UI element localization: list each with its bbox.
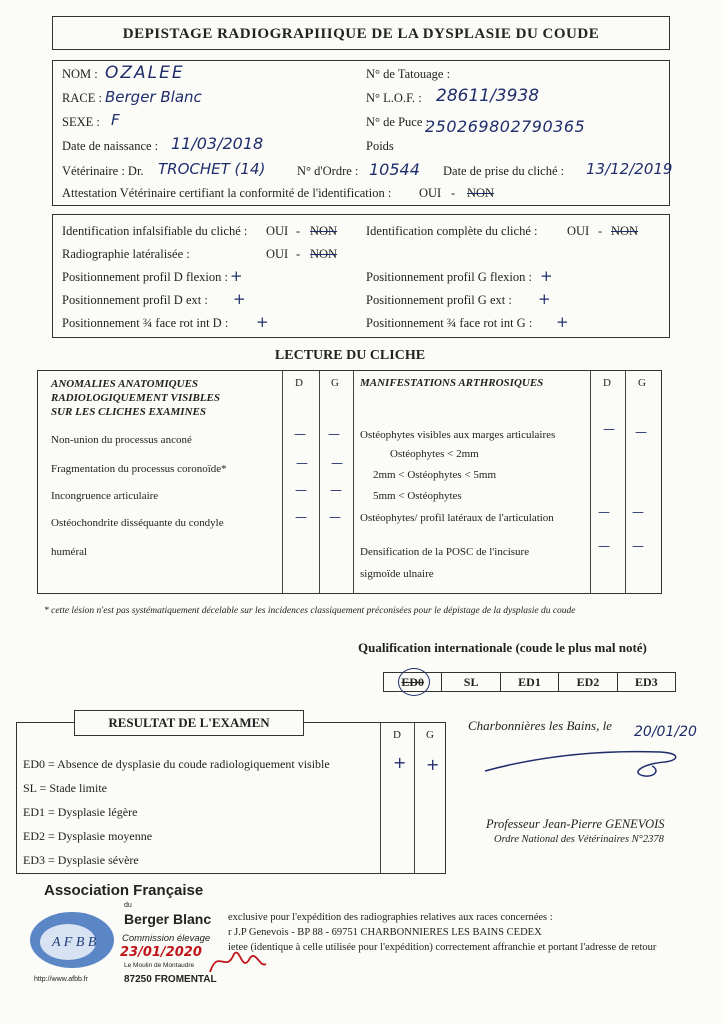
grade-ed3: ED3 — [634, 675, 658, 689]
pos-g-ext-label: Positionnement profil G ext : — [366, 293, 512, 307]
resultat-heading-box — [74, 710, 304, 736]
assoc-berger-blanc: Berger Blanc — [124, 911, 212, 927]
ident-complete-sep: - — [598, 224, 603, 238]
ident-infals-label: Identification infalsifiable du cliché : — [62, 224, 248, 238]
nom-value: OZALEE — [105, 63, 185, 83]
pos-d-face-value: + — [256, 313, 269, 331]
signature-name: Professeur Jean-Pierre GENEVOIS — [486, 817, 665, 831]
left-header-line-1: ANOMALIES ANATOMIQUES — [51, 378, 199, 390]
lateralisee-sep: - — [296, 247, 301, 261]
tatouage-label: N° de Tatouage : — [366, 67, 451, 81]
left-header-line-2: RADIOLOGIQUEMENT VISIBLES — [51, 392, 221, 404]
pos-d-ext-label: Positionnement profil D ext : — [62, 293, 208, 307]
left-row-g: — — [328, 427, 340, 441]
ident-complete-non: NON — [611, 224, 639, 238]
right-row-label: Ostéophytes < 2mm — [390, 448, 479, 460]
left-header-line-3: SUR LES CLICHES EXAMINES — [51, 406, 206, 418]
veterinaire-value: TROCHET (14) — [158, 160, 266, 178]
moulin: Le Moulin de Montaudre — [124, 962, 195, 969]
resultat-line: ED0 = Absence de dysplasie du coude radiologiquement visible — [23, 757, 330, 771]
right-row-label: 2mm < Ostéophytes < 5mm — [373, 469, 497, 481]
checks-box — [52, 214, 670, 338]
attestation-oui: OUI — [419, 186, 442, 200]
attestation-non: NON — [467, 186, 495, 200]
footer-text-2: r J.P Genevois - BP 88 - 69751 CHARBONNIERES LES BAINS CEDEX — [228, 927, 542, 938]
left-row-d: — — [295, 483, 307, 497]
resultat-d-header: D — [393, 729, 401, 741]
cliche-label: Date de prise du cliché : — [443, 164, 565, 178]
ident-complete-oui: OUI — [567, 224, 590, 238]
resultat-line: ED2 = Dysplasie moyenne — [23, 829, 153, 843]
right-row-g: — — [632, 539, 644, 553]
left-row-label: Ostéochondrite disséquante du condyle — [51, 517, 224, 529]
stamp-date: 23/01/2020 — [120, 945, 202, 960]
footer-text-1: exclusive pour l'expédition des radiographies relatives aux races concernées : — [228, 912, 553, 923]
cliche-value: 13/12/2019 — [586, 160, 673, 178]
resultat-g-header: G — [426, 729, 434, 741]
right-row-d: — — [598, 539, 610, 553]
puce-value: 250269802790365 — [425, 117, 586, 136]
lof-value: 28611/3938 — [436, 86, 540, 106]
race-value: Berger Blanc — [105, 88, 202, 106]
svg-text:A F B B: A F B B — [52, 935, 97, 950]
left-row-g: — — [331, 456, 343, 470]
left-row-g: — — [330, 483, 342, 497]
pos-d-flex-label: Positionnement profil D flexion : — [62, 270, 228, 284]
afbb-logo — [22, 902, 122, 976]
right-row-label: sigmoïde ulnaire — [360, 568, 434, 580]
resultat-heading: RESULTAT DE L'EXAMEN — [108, 715, 270, 730]
resultat-line: SL = Stade limite — [23, 781, 107, 795]
lateralisee-non: NON — [310, 247, 338, 261]
left-row-label: huméral — [51, 546, 88, 558]
right-row-label: Ostéophytes/ profil latéraux de l'articulation — [360, 512, 554, 524]
pos-g-face-value: + — [556, 313, 569, 331]
ident-complete-label: Identification complète du cliché : — [366, 224, 538, 238]
lateralisee-oui: OUI — [266, 247, 289, 261]
resultat-line: ED1 = Dysplasie légère — [23, 805, 138, 819]
document-title: DEPISTAGE RADIOGRAPIIIQUE DE LA DYSPLASIE DU COUDE — [122, 26, 600, 42]
attestation-sep: - — [451, 186, 456, 200]
ident-infals-oui: OUI — [266, 224, 289, 238]
left-row-g: — — [329, 510, 341, 524]
resultat-d-value: + — [393, 753, 407, 772]
nom-label: NOM : — [62, 67, 98, 81]
title-box — [52, 16, 670, 50]
qualification-heading: Qualification internationale (coude le plus mal noté) — [358, 640, 647, 655]
sexe-value: F — [111, 111, 120, 129]
signature-place: Charbonnières les Bains, le — [468, 718, 612, 733]
naissance-value: 11/03/2018 — [171, 134, 264, 153]
ordre-value: 10544 — [369, 160, 420, 179]
pos-d-face-label: Positionnement ¾ face rot int D : — [62, 316, 229, 330]
assoc-title: Association Française — [44, 882, 204, 899]
right-row-d: — — [603, 422, 615, 436]
left-header — [51, 377, 220, 419]
identity-box — [52, 60, 673, 206]
assoc-du: du — [124, 902, 132, 909]
resultat-box — [16, 722, 446, 874]
pos-g-flex-label: Positionnement profil G flexion : — [366, 270, 532, 284]
right-row-label: Densification de la POSC de l'incisure — [360, 546, 530, 558]
grade-sl: SL — [442, 673, 500, 691]
grade-ed1: ED1 — [501, 673, 559, 691]
sexe-label: SEXE : — [62, 115, 100, 129]
pos-g-ext-value: + — [538, 290, 551, 308]
lecture-heading: LECTURE DU CLICHE — [274, 348, 426, 363]
resultat-g-value: + — [426, 755, 440, 774]
poids-label: Poids — [366, 139, 394, 153]
signature-ordre: Ordre National des Vétérinaires N°2378 — [494, 834, 664, 845]
right-d-header: D — [603, 377, 611, 389]
grade-ed2: ED2 — [559, 673, 617, 691]
right-row-g: — — [632, 505, 644, 519]
right-header: MANIFESTATIONS ARTHROSIQUES — [360, 377, 544, 389]
attestation-label: Attestation Vétérinaire certifiant la conformité de l'identification : — [62, 186, 392, 200]
lecture-table — [37, 370, 662, 594]
signature-mark — [480, 746, 690, 780]
left-row-label: Incongruence articulaire — [51, 490, 159, 502]
right-row-d: — — [598, 505, 610, 519]
right-row-label: 5mm < Ostéophytes — [373, 490, 462, 502]
right-row-label: Ostéophytes visibles aux marges articulaires — [360, 429, 556, 441]
footer-text-3: ietee (identique à celle utilisée pour l'expédition) correctement affranchie et portant l'adresse de retour — [228, 942, 657, 953]
ident-infals-non: NON — [310, 224, 338, 238]
commission: Commission élevage — [122, 933, 211, 944]
puce-label: N° de Puce : — [366, 115, 429, 129]
race-label: RACE : — [62, 91, 102, 105]
pos-d-flex-value: + — [230, 267, 243, 285]
grade-ed0 — [384, 673, 442, 691]
left-g-header: G — [331, 377, 339, 389]
grade-ed0-label: ED0 — [401, 675, 425, 689]
left-row-d: — — [294, 427, 306, 441]
left-row-d: — — [295, 510, 307, 524]
lateralisee-label: Radiographie latéralisée : — [62, 247, 190, 261]
right-g-header: G — [638, 377, 646, 389]
footnote: * cette lésion n'est pas systématiquement décelable sur les incidences classiquement préconisées pour le dépistage de la dysplasie du coude — [44, 606, 576, 616]
signature-date: 20/01/20 — [634, 724, 697, 740]
resultat-line: ED3 = Dysplasie sévère — [23, 853, 139, 867]
pos-g-flex-value: + — [540, 267, 553, 285]
ordre-label: N° d'Ordre : — [297, 164, 359, 178]
qualification-grades — [383, 672, 676, 692]
city: 87250 FROMENTAL — [124, 974, 217, 985]
pos-g-face-label: Positionnement ¾ face rot int G : — [366, 316, 533, 330]
pos-d-ext-value: + — [233, 290, 246, 308]
ident-infals-sep: - — [296, 224, 301, 238]
veterinaire-label: Vétérinaire : Dr. — [62, 164, 144, 178]
right-row-g: — — [635, 425, 647, 439]
naissance-label: Date de naissance : — [62, 139, 159, 153]
grade-circle — [398, 668, 430, 696]
url: http://www.afbb.fr — [34, 976, 89, 983]
lof-label: N° L.O.F. : — [366, 91, 422, 105]
left-row-label: Non-union du processus anconé — [51, 434, 192, 446]
left-d-header: D — [295, 377, 303, 389]
left-row-label: Fragmentation du processus coronoïde* — [51, 463, 227, 475]
left-row-d: — — [296, 456, 308, 470]
